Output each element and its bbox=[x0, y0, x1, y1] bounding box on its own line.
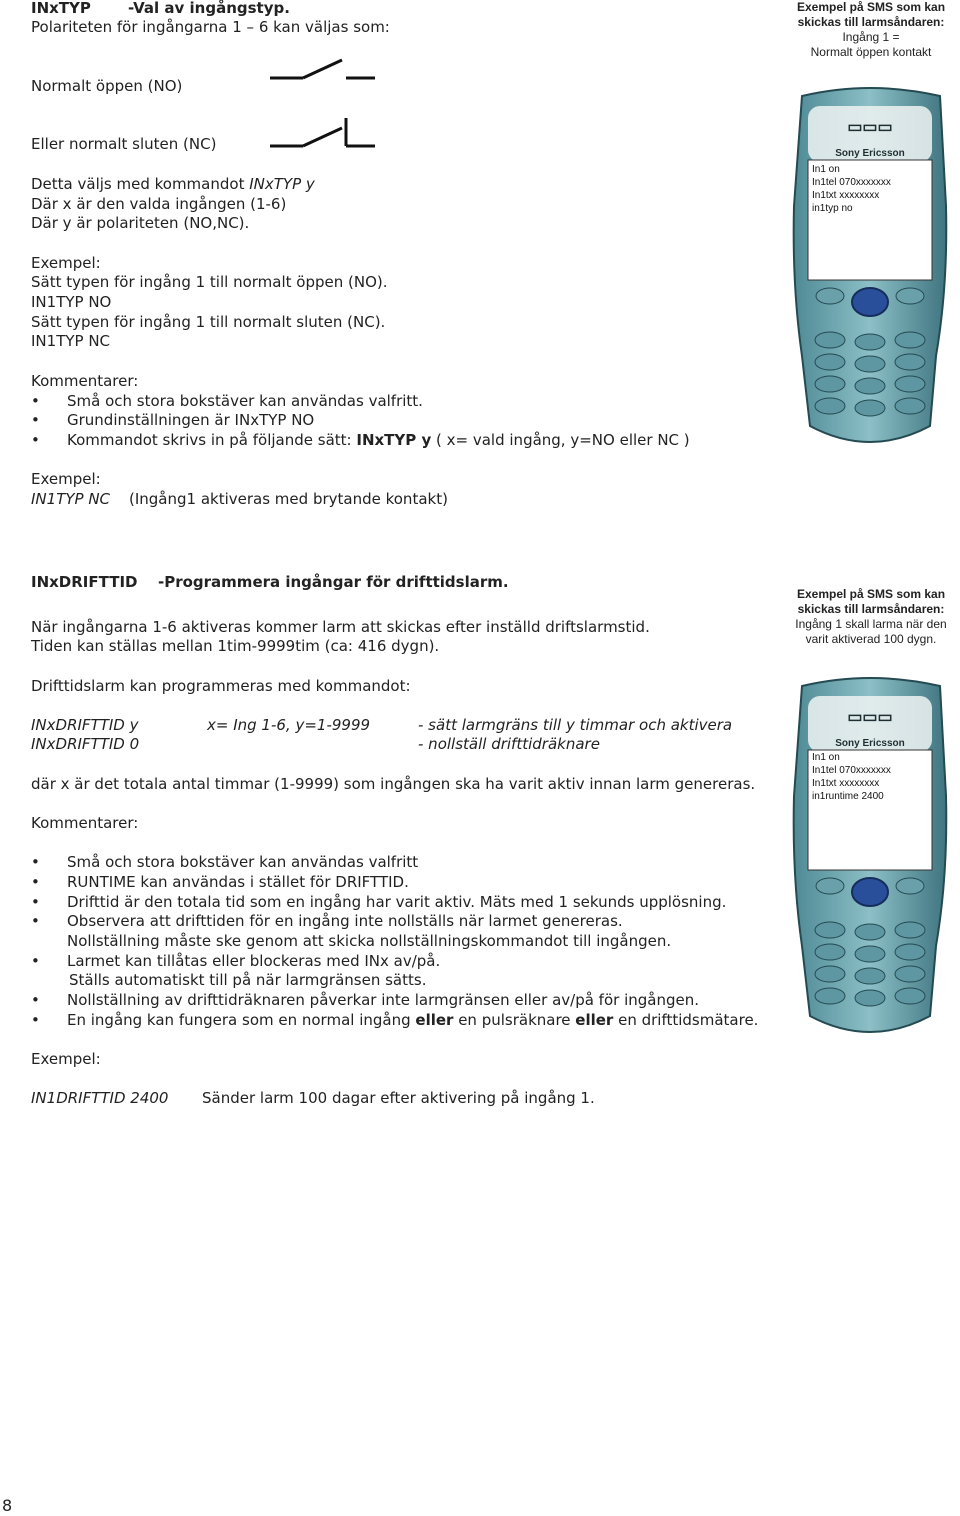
example-line: IN1TYP NC bbox=[31, 332, 111, 350]
line2: Där x är den valda ingången (1-6) bbox=[31, 195, 287, 213]
no-label: Normalt öppen (NO) bbox=[31, 77, 183, 95]
section-cmd: INxTYP bbox=[31, 0, 91, 17]
section-title: -Val av ingångstyp. bbox=[128, 0, 290, 17]
paragraph: När ingångarna 1-6 aktiveras kommer larm att skickas efter inställd driftslarmstid. bbox=[31, 618, 650, 636]
example-heading: Exempel: bbox=[31, 254, 101, 272]
section-cmd: INxDRIFTTID bbox=[31, 573, 138, 591]
cmd-row-desc: - nollställ drifttidräknare bbox=[418, 735, 600, 753]
example-line: Sätt typen för ingång 1 till normalt öppen (NO). bbox=[31, 273, 388, 291]
svg-text:Sony Ericsson: Sony Ericsson bbox=[835, 148, 905, 159]
svg-text:In1txt xxxxxxxx: In1txt xxxxxxxx bbox=[812, 190, 880, 201]
cmd-row-param: x= Ing 1-6, y=1-9999 bbox=[207, 716, 371, 734]
svg-text:▭▭▭: ▭▭▭ bbox=[847, 709, 893, 726]
switch-closed-symbol bbox=[270, 112, 380, 152]
svg-text:Sony Ericsson: Sony Ericsson bbox=[835, 738, 905, 749]
sms-note: Exempel på SMS som kan skickas till larmsåndaren: Ingång 1 skall larma när den varit aktiverad 100 dygn. bbox=[795, 587, 947, 646]
paragraph: Tiden kan ställas mellan 1tim-9999tim (ca: 416 dygn). bbox=[31, 637, 440, 655]
example-desc: Sänder larm 100 dagar efter aktivering på ingång 1. bbox=[202, 1089, 595, 1107]
paragraph: där x är det totala antal timmar (1-9999) som ingången ska ha varit aktiv innan larm genereras. bbox=[31, 775, 756, 793]
line3: Där y är polariteten (NO,NC). bbox=[31, 214, 250, 232]
comments-heading: Kommentarer: bbox=[31, 372, 139, 390]
svg-text:In1txt xxxxxxxx: In1txt xxxxxxxx bbox=[812, 778, 880, 789]
svg-text:▭▭▭: ▭▭▭ bbox=[847, 119, 893, 136]
cmd-row-cmd: INxDRIFTTID 0 bbox=[31, 735, 140, 753]
svg-text:In1tel 070xxxxxxx: In1tel 070xxxxxxx bbox=[812, 765, 891, 776]
nc-label: Eller normalt sluten (NC) bbox=[31, 135, 217, 153]
svg-text:in1typ no: in1typ no bbox=[812, 203, 853, 214]
comments-heading: Kommentarer: bbox=[31, 814, 139, 832]
phone-illustration bbox=[790, 676, 950, 1046]
example-line: Sätt typen för ingång 1 till normalt sluten (NC). bbox=[31, 313, 386, 331]
paragraph: Drifttidslarm kan programmeras med kommandot: bbox=[31, 677, 411, 695]
example-line: IN1TYP NO bbox=[31, 293, 112, 311]
svg-text:in1runtime 2400: in1runtime 2400 bbox=[812, 791, 884, 802]
phone-illustration bbox=[790, 86, 950, 456]
cmd-row-cmd: INxDRIFTTID y bbox=[31, 716, 139, 734]
example2-heading: Exempel: bbox=[31, 470, 101, 488]
example-cmd: IN1DRIFTTID 2400 bbox=[31, 1089, 169, 1107]
example-heading: Exempel: bbox=[31, 1050, 101, 1068]
line1: Detta väljs med kommandot INxTYP y bbox=[31, 175, 315, 193]
section-title: -Programmera ingångar för drifttidslarm. bbox=[158, 573, 509, 591]
sms-note: Exempel på SMS som kan skickas till larmsåndaren: Ingång 1 = Normalt öppen kontakt bbox=[796, 0, 946, 59]
switch-open-symbol bbox=[270, 56, 380, 86]
svg-text:In1 on: In1 on bbox=[812, 752, 840, 763]
svg-text:In1 on: In1 on bbox=[812, 164, 840, 175]
svg-text:In1tel 070xxxxxxx: In1tel 070xxxxxxx bbox=[812, 177, 891, 188]
example2-desc: (Ingång1 aktiveras med brytande kontakt) bbox=[129, 490, 448, 508]
intro-text: Polariteten för ingångarna 1 – 6 kan väljas som: bbox=[31, 18, 390, 36]
cmd-row-desc: - sätt larmgräns till y timmar och aktivera bbox=[418, 716, 733, 734]
page-number: 8 bbox=[2, 1496, 13, 1515]
example2-cmd: IN1TYP NC bbox=[31, 490, 111, 508]
